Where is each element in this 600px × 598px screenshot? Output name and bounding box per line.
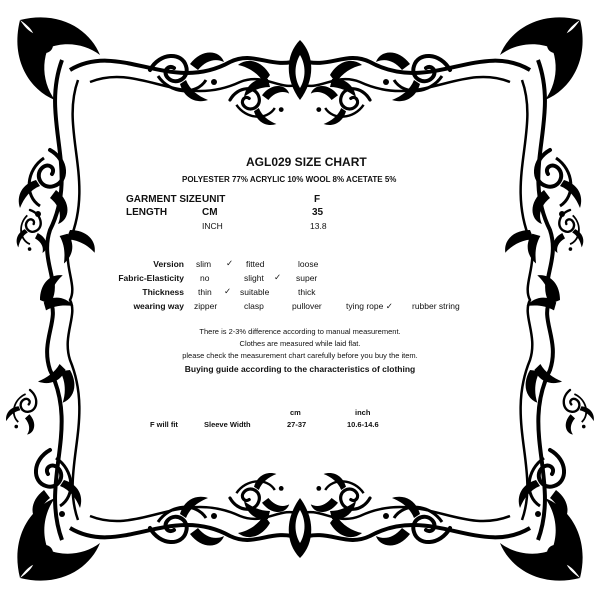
version-opt-fitted: fitted — [246, 259, 265, 269]
attr-label-wearing-way: wearing way — [133, 301, 184, 311]
length-inch-value: 13.8 — [310, 221, 327, 231]
length-label: LENGTH — [126, 207, 168, 218]
wearing-opt-clasp: clasp — [244, 301, 264, 311]
length-cm-value: 35 — [312, 207, 324, 218]
elasticity-check: ✓ — [274, 272, 282, 282]
unit-cm: CM — [202, 207, 218, 218]
note-line-3: please check the measurement chart carefully before you buy the item. — [182, 351, 418, 360]
fit-row-label: F will fit — [150, 420, 178, 429]
unit-inch: INCH — [202, 221, 223, 231]
garment-size-header: GARMENT SIZE — [126, 194, 202, 205]
thickness-opt-thick: thick — [298, 287, 316, 297]
size-f-header: F — [314, 194, 321, 205]
fit-inch-header: inch — [355, 408, 371, 417]
fit-cm-value: 27-37 — [287, 420, 307, 429]
version-opt-slim: slim — [196, 259, 212, 269]
fit-measure-label: Sleeve Width — [204, 420, 251, 429]
wearing-opt-tying-rope: tying rope ✓ — [346, 301, 393, 311]
thickness-opt-suitable: suitable — [240, 287, 270, 297]
fit-cm-header: cm — [290, 408, 301, 417]
elasticity-opt-super: super — [296, 273, 318, 283]
attr-label-version: Version — [153, 259, 184, 269]
thickness-opt-thin: thin — [198, 287, 212, 297]
page-title: AGL029 SIZE CHART — [246, 155, 367, 169]
version-opt-loose: loose — [298, 259, 319, 269]
attr-label-thickness: Thickness — [142, 287, 184, 297]
elasticity-opt-no: no — [200, 273, 210, 283]
fit-inch-value: 10.6-14.6 — [347, 420, 379, 429]
note-line-2: Clothes are measured while laid flat. — [239, 339, 361, 348]
unit-header: UNIT — [202, 194, 226, 205]
wearing-opt-zipper: zipper — [194, 301, 218, 311]
attr-label-fabric-elasticity: Fabric-Elasticity — [118, 273, 184, 283]
wearing-opt-rubber-string: rubber string — [412, 301, 460, 311]
material-composition: POLYESTER 77% ACRYLIC 10% WOOL 8% ACETATE 5% — [182, 175, 397, 184]
wearing-opt-pullover: pullover — [292, 301, 322, 311]
thickness-check: ✓ — [224, 286, 232, 296]
elasticity-opt-slight: slight — [244, 273, 264, 283]
buying-guide-title: Buying guide according to the characteristics of clothing — [184, 364, 416, 374]
version-check: ✓ — [226, 258, 234, 268]
note-line-1: There is 2-3% difference according to manual measurement. — [199, 327, 401, 336]
